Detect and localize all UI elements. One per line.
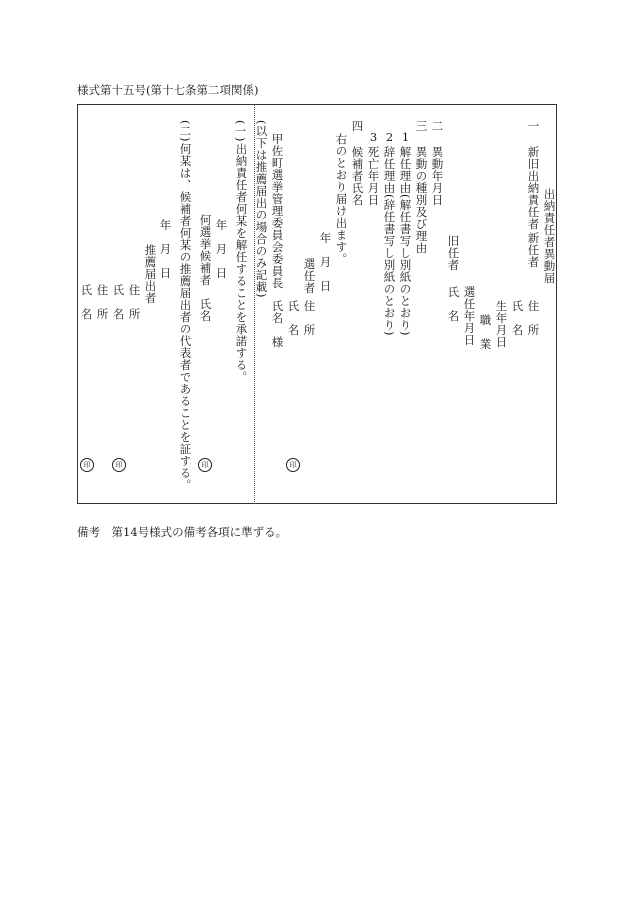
item1-number: 一 <box>526 120 541 132</box>
b2-number: (二) <box>178 120 193 142</box>
form-title: 様式第十五号(第十七条第二項関係) <box>77 83 259 97</box>
electee-label: 選任者 <box>302 258 317 294</box>
item3-number: 三 <box>414 120 429 132</box>
item1-old-name: 氏 名 <box>446 286 461 322</box>
b2-text: 何某は、候補者何某の推薦届出者の代表者であることを証する。 <box>178 143 193 491</box>
b2-r1-address: 住 所 <box>127 284 142 320</box>
item1-new-name: 氏 名 <box>510 300 525 336</box>
item1-occupation: 職 業 <box>478 314 493 350</box>
addressee-name: 氏名 様 <box>270 300 285 348</box>
item1-new-address: 住 所 <box>526 300 541 336</box>
item3-sub3-number: 3 <box>369 131 378 143</box>
item1-header: 新旧出納責任者 <box>526 146 541 230</box>
b1-number: (一) <box>233 120 248 142</box>
item3-sub1-text: 解任理由(解任書写し別紙のとおり) <box>398 146 413 336</box>
b2-r2-address: 住 所 <box>95 284 110 320</box>
item4-number: 四 <box>350 120 365 132</box>
seal-mark: 印 <box>198 458 212 472</box>
b1-date: 年 月 日 <box>214 219 229 279</box>
closing-text: 右のとおり届け出ます。 <box>334 133 349 265</box>
b2-r1-name: 氏 名 <box>111 284 126 320</box>
item2-number: 二 <box>430 120 445 132</box>
item1-birth: 生年月日 <box>494 300 509 348</box>
item3-text: 異動の種別及び理由 <box>414 146 429 254</box>
section-note: (以下は推薦届出の場合のみ記載) <box>254 120 269 298</box>
form-frame <box>77 104 557 504</box>
b2-r2-name: 氏 名 <box>79 284 94 320</box>
item3-sub2-number: 2 <box>385 131 394 143</box>
addressee: 甲佐町選挙管理委員会委員長 <box>270 133 285 289</box>
seal-mark: 印 <box>112 458 126 472</box>
submission-date: 年 月 日 <box>318 232 333 292</box>
item1-new-label: 新任者 <box>526 232 541 268</box>
seal-mark: 印 <box>80 458 94 472</box>
electee-name: 氏 名 <box>286 300 301 336</box>
note: 備考 第14号様式の備考各項に準ずる。 <box>77 525 288 539</box>
item3-sub2-text: 辞任理由(辞任書写し別紙のとおり) <box>382 146 397 336</box>
b1-text: 出納責任者何某を解任することを承諾する。 <box>234 143 249 383</box>
seal-mark: 印 <box>286 458 300 472</box>
item1-old-elected: 選任年月日 <box>462 286 477 346</box>
electee-address: 住 所 <box>302 300 317 336</box>
b2-date: 年 月 日 <box>158 219 173 279</box>
item4-text: 候補者氏名 <box>350 146 365 206</box>
doc-title: 出納責任者異動届 <box>542 188 557 284</box>
item3-sub1-number: 1 <box>401 131 410 143</box>
b2-recommenders: 推薦届出者 <box>143 244 158 304</box>
b1-candidate: 何選挙候補者 氏名 <box>198 214 213 322</box>
item1-old-label: 旧任者 <box>446 235 461 271</box>
item3-sub3-text: 死亡年月日 <box>366 146 381 206</box>
item2-text: 異動年月日 <box>430 146 445 206</box>
